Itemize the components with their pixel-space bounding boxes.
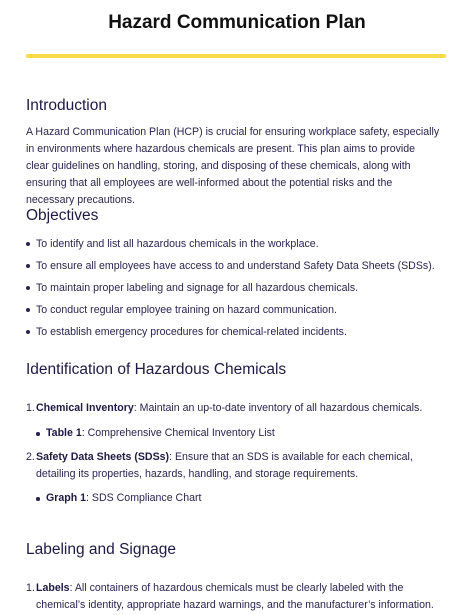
objective-item: To identify and list all hazardous chemicals in the workplace. [22, 236, 452, 258]
objectives-heading: Objectives [26, 207, 99, 224]
identification-item [26, 449, 440, 483]
item-label: Chemical Inventory [36, 402, 134, 414]
item-text: : Maintain an up-to-date inventory of all hazardous chemicals. [133, 402, 423, 414]
subitem-label: Graph 1 [46, 492, 87, 504]
identification-heading: Identification of Hazardous Chemicals [26, 361, 287, 378]
objective-item: To maintain proper labeling and signage for all hazardous chemicals. [22, 280, 452, 302]
objective-item: To establish emergency procedures for chemical-related incidents. [22, 324, 452, 346]
item-number: 2. [26, 451, 35, 463]
title-divider [26, 54, 446, 58]
subitem-label: Table 1 [46, 427, 82, 439]
subitem-text: : Comprehensive Chemical Inventory List [81, 427, 275, 439]
item-number: 1. [26, 402, 35, 414]
labeling-heading: Labeling and Signage [26, 541, 176, 558]
objective-item: To ensure all employees have access to and understand Safety Data Sheets (SDSs). [22, 258, 452, 280]
subitem-text: : SDS Compliance Chart [86, 492, 202, 504]
identification-subitem [36, 490, 446, 507]
identification-subitem [36, 425, 446, 442]
labeling-item [26, 580, 440, 614]
introduction-text: A Hazard Communication Plan (HCP) is crucial for ensuring workplace safety, especially in environments where hazardous chemicals are present. This plan aims to provide clear guidelines on handling, storing, and disposing of these chemicals, along with ensuring that all employees are well-informed about the potential risks and the necessary precautions. [26, 126, 440, 206]
introduction-heading: Introduction [26, 97, 107, 114]
identification-item [26, 400, 440, 417]
objective-item: To conduct regular employee training on hazard communication. [22, 302, 452, 324]
item-label: Safety Data Sheets (SDSs) [36, 451, 170, 463]
item-number: 1. [26, 582, 35, 594]
item-text: : Ensure that an SDS is available for each chemical, detailing its properties, hazards, handling, and storage requirements. [36, 451, 413, 480]
document-title: Hazard Communication Plan [108, 12, 366, 33]
item-label: Labels [36, 582, 70, 594]
objectives-list [22, 236, 452, 346]
item-text: : All containers of hazardous chemicals must be clearly labeled with the chemical’s identity, appropriate hazard warnings, and the manufacturer’s information. [36, 582, 434, 611]
